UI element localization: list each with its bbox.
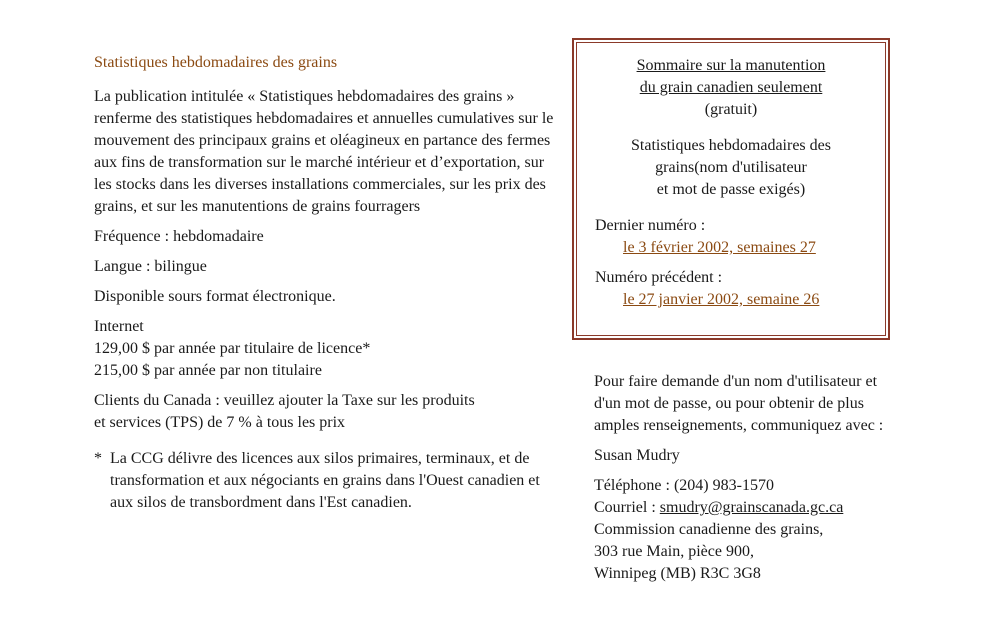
contact-name: Susan Mudry [594,447,680,464]
page-title: Statistiques hebdomadaires des grains [94,54,338,71]
internet-label: Internet [94,318,144,335]
summary-box [572,38,890,340]
gst-notice [94,390,564,434]
summary-box-inner [576,42,886,336]
summary-heading-note: (gratuit) [704,101,758,118]
gst-line-1: Clients du Canada : veuillez ajouter la Taxe sur les produits [94,392,475,409]
previous-issue-link[interactable]: le 27 janvier 2002, semaine 26 [623,291,820,308]
latest-issue-link[interactable]: le 3 février 2002, semaines 27 [623,239,816,256]
publication-details [94,52,564,514]
previous-issue-label: Numéro précédent : [595,269,723,286]
email-label: Courriel : [594,499,660,516]
contact-intro: Pour faire demande d'un nom d'utilisateur et d'un mot de passe, ou pour obtenir de plus amples renseignements, communiquez avec : [594,373,884,434]
summary-heading [595,55,867,121]
latest-issue [595,215,867,259]
pricing-block [94,316,564,382]
stats-description [595,135,867,201]
stats-line-2: grains(nom d'utilisateur [655,159,807,176]
stats-line-3: et mot de passe exigés) [656,181,806,198]
stats-line-1: Statistiques hebdomadaires des [631,137,831,154]
price-licensee: 129,00 $ par année par titulaire de licence* [94,340,371,357]
previous-issue [595,267,867,311]
frequency-text: Fréquence : hebdomadaire [94,228,264,245]
summary-heading-line-2: du grain canadien seulement [639,79,823,96]
licence-footnote [94,448,564,514]
publication-description: La publication intitulée « Statistiques hebdomadaires des grains » renferme des statistiques hebdomadaires et annuelles cumulatives sur le mouvement des principaux grains et oléagineux en partance des fermes aux fins de transformation sur le marché intérieur et d’exportation, sur les stocks dans les diverses installations commerciales, sur les prix des grains, et sur les manutentions de grains fourragers [94,88,554,215]
contact-organization: Commission canadienne des grains, [594,521,824,538]
contact-city: Winnipeg (MB) R3C 3G8 [594,565,761,582]
price-non-licensee: 215,00 $ par année par non titulaire [94,362,322,379]
gst-line-2: et services (TPS) de 7 % à tous les prix [94,414,346,431]
footnote-text: La CCG délivre des licences aux silos primaires, terminaux, et de transformation et aux négociants en grains dans l'Ouest canadien et aux silos de transbordment dans l'Est canadien. [110,450,540,511]
email-link[interactable]: smudry@grainscanada.gc.ca [659,499,844,516]
format-text: Disponible sours format électronique. [94,288,336,305]
footnote-marker: * [94,450,102,467]
contact-email-row [594,497,894,519]
contact-phone: Téléphone : (204) 983-1570 [594,477,774,494]
summary-heading-line-1: Sommaire sur la manutention [636,57,826,74]
latest-issue-label: Dernier numéro : [595,217,706,234]
contact-info [594,371,894,585]
contact-address: 303 rue Main, pièce 900, [594,543,754,560]
language-text: Langue : bilingue [94,258,207,275]
